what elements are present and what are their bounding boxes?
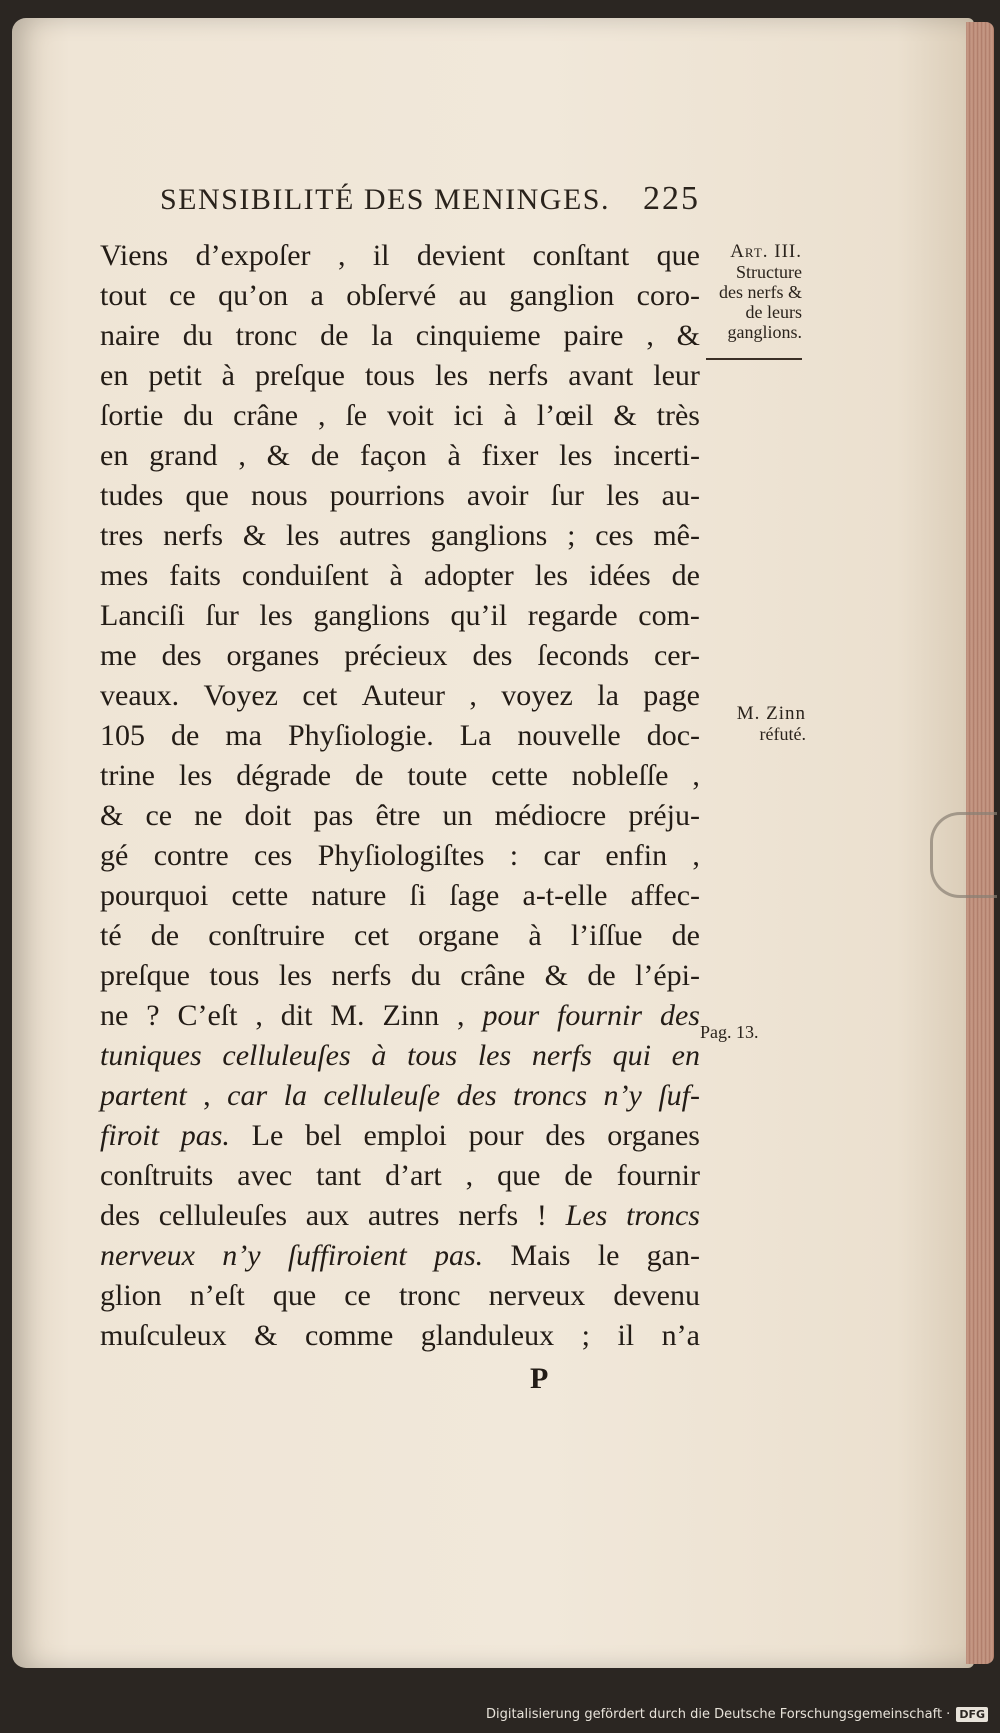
word: médiocre — [494, 799, 607, 832]
word: de — [310, 439, 340, 472]
word: à — [528, 919, 542, 952]
word: pas. — [180, 1119, 230, 1152]
dfg-logo: DFG — [956, 1707, 988, 1722]
word: nerveux — [100, 1239, 195, 1272]
word: Voyez — [203, 679, 278, 712]
word: Mais — [510, 1239, 571, 1272]
word: ſi — [409, 879, 427, 912]
text-line — [100, 716, 700, 756]
word: que — [272, 1279, 317, 1312]
word: à — [389, 559, 403, 592]
word: n’a — [661, 1319, 700, 1352]
word: , — [255, 999, 263, 1032]
word: , — [465, 1159, 474, 1192]
word: , — [238, 439, 246, 472]
word: l’épi- — [635, 959, 700, 992]
word: tous — [364, 359, 415, 392]
word: nerfs — [531, 1039, 592, 1072]
word: l’œil — [536, 399, 594, 432]
word: n’y — [603, 1079, 642, 1112]
word: que — [656, 239, 700, 272]
word: ſage — [449, 879, 500, 912]
word: nous — [250, 479, 308, 512]
word: ſortie — [100, 399, 164, 432]
text-line — [100, 236, 700, 276]
word: qui — [612, 1039, 651, 1072]
word: de — [170, 719, 200, 752]
word: & — [544, 959, 568, 992]
word: du — [183, 399, 214, 432]
word: nerfs — [163, 519, 224, 552]
word: Lanciſi — [100, 599, 185, 632]
text-line — [100, 1196, 700, 1236]
word: cet — [354, 919, 389, 952]
word: voyez — [501, 679, 573, 712]
word: de — [587, 959, 616, 992]
text-line — [100, 676, 700, 716]
word: autres — [367, 1199, 440, 1232]
body-text — [100, 236, 700, 1356]
word: & — [242, 519, 267, 552]
word: tronc — [235, 319, 298, 352]
word: paire — [563, 319, 624, 352]
word: trine — [100, 759, 155, 792]
word: enfin — [605, 839, 668, 872]
word: M. — [330, 999, 365, 1032]
word: partent — [100, 1079, 187, 1112]
word: crâne — [233, 399, 299, 432]
word: fixer — [481, 439, 539, 472]
word: il — [617, 1319, 635, 1352]
word: nerfs — [458, 1199, 519, 1232]
word: dit — [280, 999, 313, 1032]
word: avant — [568, 359, 634, 392]
word: adopter — [423, 559, 514, 592]
word: conſtant — [532, 239, 630, 272]
word: les — [559, 439, 593, 472]
word: les — [477, 1039, 512, 1072]
word: n’y — [222, 1239, 261, 1272]
word: ganglions — [313, 599, 430, 632]
word: du — [182, 319, 213, 352]
text-line — [100, 1116, 700, 1156]
word: me — [100, 639, 137, 672]
word: celluleuſes — [158, 1199, 288, 1232]
word: au- — [661, 479, 700, 512]
margin-note-article — [700, 242, 802, 360]
word: avoir — [466, 479, 529, 512]
word: les — [606, 479, 640, 512]
word: page — [643, 679, 700, 712]
word: tout — [100, 279, 147, 312]
margin-note-article-line: ganglions. — [727, 322, 802, 342]
signature-mark: P — [530, 1362, 549, 1395]
text-line — [100, 996, 700, 1036]
word: , — [692, 759, 700, 792]
word: ce — [344, 1279, 371, 1312]
word: firoit — [100, 1119, 159, 1152]
word: muſculeux — [100, 1319, 227, 1352]
word: ne — [100, 999, 129, 1032]
word: , — [469, 679, 477, 712]
word: a-t-elle — [522, 879, 608, 912]
footer-text: Digitalisierung gefördert durch die Deutsche Forschungsgemeinschaft · — [485, 1706, 951, 1722]
word: tuniques — [100, 1039, 202, 1072]
word: ici — [453, 399, 484, 432]
word: nobleſſe — [571, 759, 669, 792]
word: affec- — [630, 879, 700, 912]
word: de — [671, 919, 700, 952]
word: à — [221, 359, 235, 392]
word: avec — [237, 1159, 293, 1192]
margin-note-zinn — [700, 704, 806, 744]
word: des — [456, 1079, 497, 1112]
word: Phyſiologie. — [287, 719, 434, 752]
text-line — [100, 1276, 700, 1316]
word: fournir — [557, 999, 643, 1032]
word: toute — [407, 759, 468, 792]
word: de — [671, 559, 700, 592]
word: en — [671, 1039, 700, 1072]
word: nouvelle — [517, 719, 621, 752]
word: & — [266, 439, 291, 472]
word: tous — [407, 1039, 458, 1072]
word: l’iſſue — [570, 919, 643, 952]
word: & — [613, 399, 637, 432]
word: pas. — [433, 1239, 484, 1272]
word: cet — [302, 679, 338, 712]
word: n’eſt — [189, 1279, 245, 1312]
word: les — [278, 959, 313, 992]
word: tudes — [100, 479, 164, 512]
word: car — [543, 839, 581, 872]
text-line — [100, 396, 700, 436]
margin-rule — [706, 358, 802, 360]
word: cette — [231, 879, 289, 912]
word: & — [254, 1319, 278, 1352]
word: celluleuſes — [222, 1039, 351, 1072]
text-line — [100, 1316, 700, 1356]
text-line — [100, 836, 700, 876]
word: des — [161, 639, 202, 672]
digitization-footer — [486, 1703, 988, 1725]
text-line — [100, 476, 700, 516]
word: tous — [209, 959, 260, 992]
margin-note-page-ref: Pag. 13. — [700, 1022, 759, 1042]
word: ces — [254, 839, 293, 872]
word: grand — [149, 439, 218, 472]
word: obſervé — [346, 279, 437, 312]
text-line — [100, 556, 700, 596]
word: organes — [226, 639, 320, 672]
word: des — [100, 1199, 140, 1232]
word: à — [371, 1039, 387, 1072]
word: glanduleux — [420, 1319, 555, 1352]
word: mê- — [653, 519, 700, 552]
word: tronc — [398, 1279, 461, 1312]
word: devenu — [613, 1279, 700, 1312]
margin-note-article-line: de leurs — [745, 302, 802, 322]
running-head — [160, 180, 700, 220]
word: ! — [536, 1199, 547, 1232]
word: organes — [607, 1119, 700, 1152]
margin-note-article-line: des nerfs & — [719, 282, 802, 302]
word: de — [355, 759, 384, 792]
word: de — [320, 319, 349, 352]
word: en — [100, 359, 129, 392]
word: fournir — [616, 1159, 700, 1192]
word: gan- — [646, 1239, 700, 1272]
word: la — [283, 1079, 308, 1112]
word: voit — [387, 399, 434, 432]
word: nature — [311, 879, 387, 912]
word: ; — [567, 519, 576, 552]
word: qu’on — [218, 279, 289, 312]
word: ganglion — [509, 279, 615, 312]
word: à — [503, 399, 517, 432]
word: comme — [304, 1319, 394, 1352]
word: com- — [638, 599, 700, 632]
text-line — [100, 916, 700, 956]
word: doc- — [646, 719, 700, 752]
word: qu’il — [450, 599, 508, 632]
text-line — [100, 1236, 700, 1276]
word: les — [286, 519, 320, 552]
word: celluleuſe — [323, 1079, 441, 1112]
word: contre — [153, 839, 229, 872]
word: conſtruire — [208, 919, 325, 952]
text-line — [100, 1076, 700, 1116]
word: doit — [244, 799, 292, 832]
word: la — [371, 319, 393, 352]
word: les — [534, 559, 569, 592]
word: cer- — [653, 639, 700, 672]
text-line — [100, 636, 700, 676]
text-line — [100, 796, 700, 836]
word: pourquoi — [100, 879, 209, 912]
word: ne — [194, 799, 223, 832]
word: coro- — [636, 279, 700, 312]
word: troncs — [626, 1199, 700, 1232]
word: des — [472, 639, 513, 672]
word: ma — [225, 719, 262, 752]
margin-note-article-line: Structure — [736, 262, 802, 282]
word: Zinn — [382, 999, 440, 1032]
word: , — [318, 399, 326, 432]
word: d’expoſer — [195, 239, 311, 272]
word: pour — [482, 999, 540, 1032]
margin-note-zinn-line: réfuté. — [759, 724, 806, 744]
text-line — [100, 876, 700, 916]
word: faits — [169, 559, 221, 592]
word: un — [442, 799, 473, 832]
word: pour — [468, 1119, 524, 1152]
word: à — [447, 439, 461, 472]
word: cinquieme — [415, 319, 541, 352]
word: Viens — [100, 239, 169, 272]
word: mes — [100, 559, 149, 592]
word: nerveux — [488, 1279, 586, 1312]
word: glion — [100, 1279, 162, 1312]
word: que — [497, 1159, 541, 1192]
word: organe — [418, 919, 500, 952]
word: ſur — [205, 599, 239, 632]
word: la — [597, 679, 619, 712]
word: le — [597, 1239, 620, 1272]
word: té — [100, 919, 122, 952]
word: de — [564, 1159, 593, 1192]
text-line — [100, 276, 700, 316]
word: du — [410, 959, 441, 992]
word: , — [203, 1079, 211, 1112]
word: Le — [251, 1119, 284, 1152]
word: aux — [305, 1199, 350, 1232]
word: ſur — [550, 479, 585, 512]
word: des — [659, 999, 700, 1032]
word: au — [458, 279, 487, 312]
word: les — [259, 599, 293, 632]
word: preſque — [254, 359, 345, 392]
page-clip — [930, 812, 997, 898]
word: , — [457, 999, 465, 1032]
word: Auteur — [361, 679, 445, 712]
word: précieux — [344, 639, 448, 672]
word: pourrions — [329, 479, 445, 512]
word: ſuf- — [658, 1079, 700, 1112]
word: nerfs — [488, 359, 549, 392]
margin-note-article-head: Art. III. — [730, 241, 802, 262]
word: troncs — [513, 1079, 588, 1112]
word: & — [676, 319, 700, 352]
word: tant — [316, 1159, 362, 1192]
word: très — [656, 399, 700, 432]
word: , — [646, 319, 654, 352]
word: & — [100, 799, 124, 832]
word: a — [310, 279, 324, 312]
word: d’art — [385, 1159, 442, 1192]
word: veaux. — [100, 679, 180, 712]
word: emploi — [363, 1119, 447, 1152]
word: petit — [148, 359, 202, 392]
word: leur — [653, 359, 700, 392]
word: incerti- — [613, 439, 700, 472]
word: gé — [100, 839, 129, 872]
word: Phyſiologiſtes — [317, 839, 485, 872]
word: , — [692, 839, 700, 872]
word: ? — [146, 999, 160, 1032]
word: préju- — [628, 799, 700, 832]
word: : — [509, 839, 519, 872]
word: de — [150, 919, 180, 952]
word: que — [185, 479, 229, 512]
word: ſeconds — [537, 639, 630, 672]
word: conduiſent — [241, 559, 369, 592]
text-line — [100, 316, 700, 356]
running-head-title: SENSIBILITÉ DES MENINGES. — [160, 183, 610, 216]
word: preſque — [100, 959, 190, 992]
word: les — [434, 359, 469, 392]
text-line — [100, 596, 700, 636]
word: pas — [313, 799, 354, 832]
text-line — [100, 356, 700, 396]
text-line — [100, 1036, 700, 1076]
word: autres — [339, 519, 411, 552]
text-line — [100, 956, 700, 996]
word: il — [372, 239, 390, 272]
word: être — [375, 799, 421, 832]
word: ; — [581, 1319, 590, 1352]
word: naire — [100, 319, 160, 352]
margin-note-zinn-head: M. Zinn — [736, 703, 806, 724]
text-line — [100, 1156, 700, 1196]
word: ce — [145, 799, 173, 832]
word: ce — [169, 279, 196, 312]
word: devient — [416, 239, 506, 272]
word: les — [178, 759, 213, 792]
word: façon — [360, 439, 427, 472]
text-line — [100, 756, 700, 796]
text-line — [100, 516, 700, 556]
word: Les — [565, 1199, 608, 1232]
word: ganglions — [430, 519, 548, 552]
page-number: 225 — [643, 180, 700, 217]
word: idées — [589, 559, 651, 592]
word: conſtruits — [100, 1159, 214, 1192]
word: crâne — [460, 959, 526, 992]
word: C’eſt — [177, 999, 238, 1032]
word: car — [227, 1079, 268, 1112]
word: ſuffiroient — [287, 1239, 407, 1272]
word: dégrade — [236, 759, 332, 792]
word: nerfs — [331, 959, 392, 992]
word: en — [100, 439, 129, 472]
word: bel — [305, 1119, 342, 1152]
text-line — [100, 436, 700, 476]
word: ces — [595, 519, 634, 552]
word: cette — [491, 759, 548, 792]
word: , — [337, 239, 346, 272]
word: regarde — [527, 599, 618, 632]
word: 105 — [100, 719, 145, 752]
word: des — [545, 1119, 586, 1152]
word: tres — [100, 519, 144, 552]
word: ſe — [345, 399, 368, 432]
word: La — [459, 719, 492, 752]
